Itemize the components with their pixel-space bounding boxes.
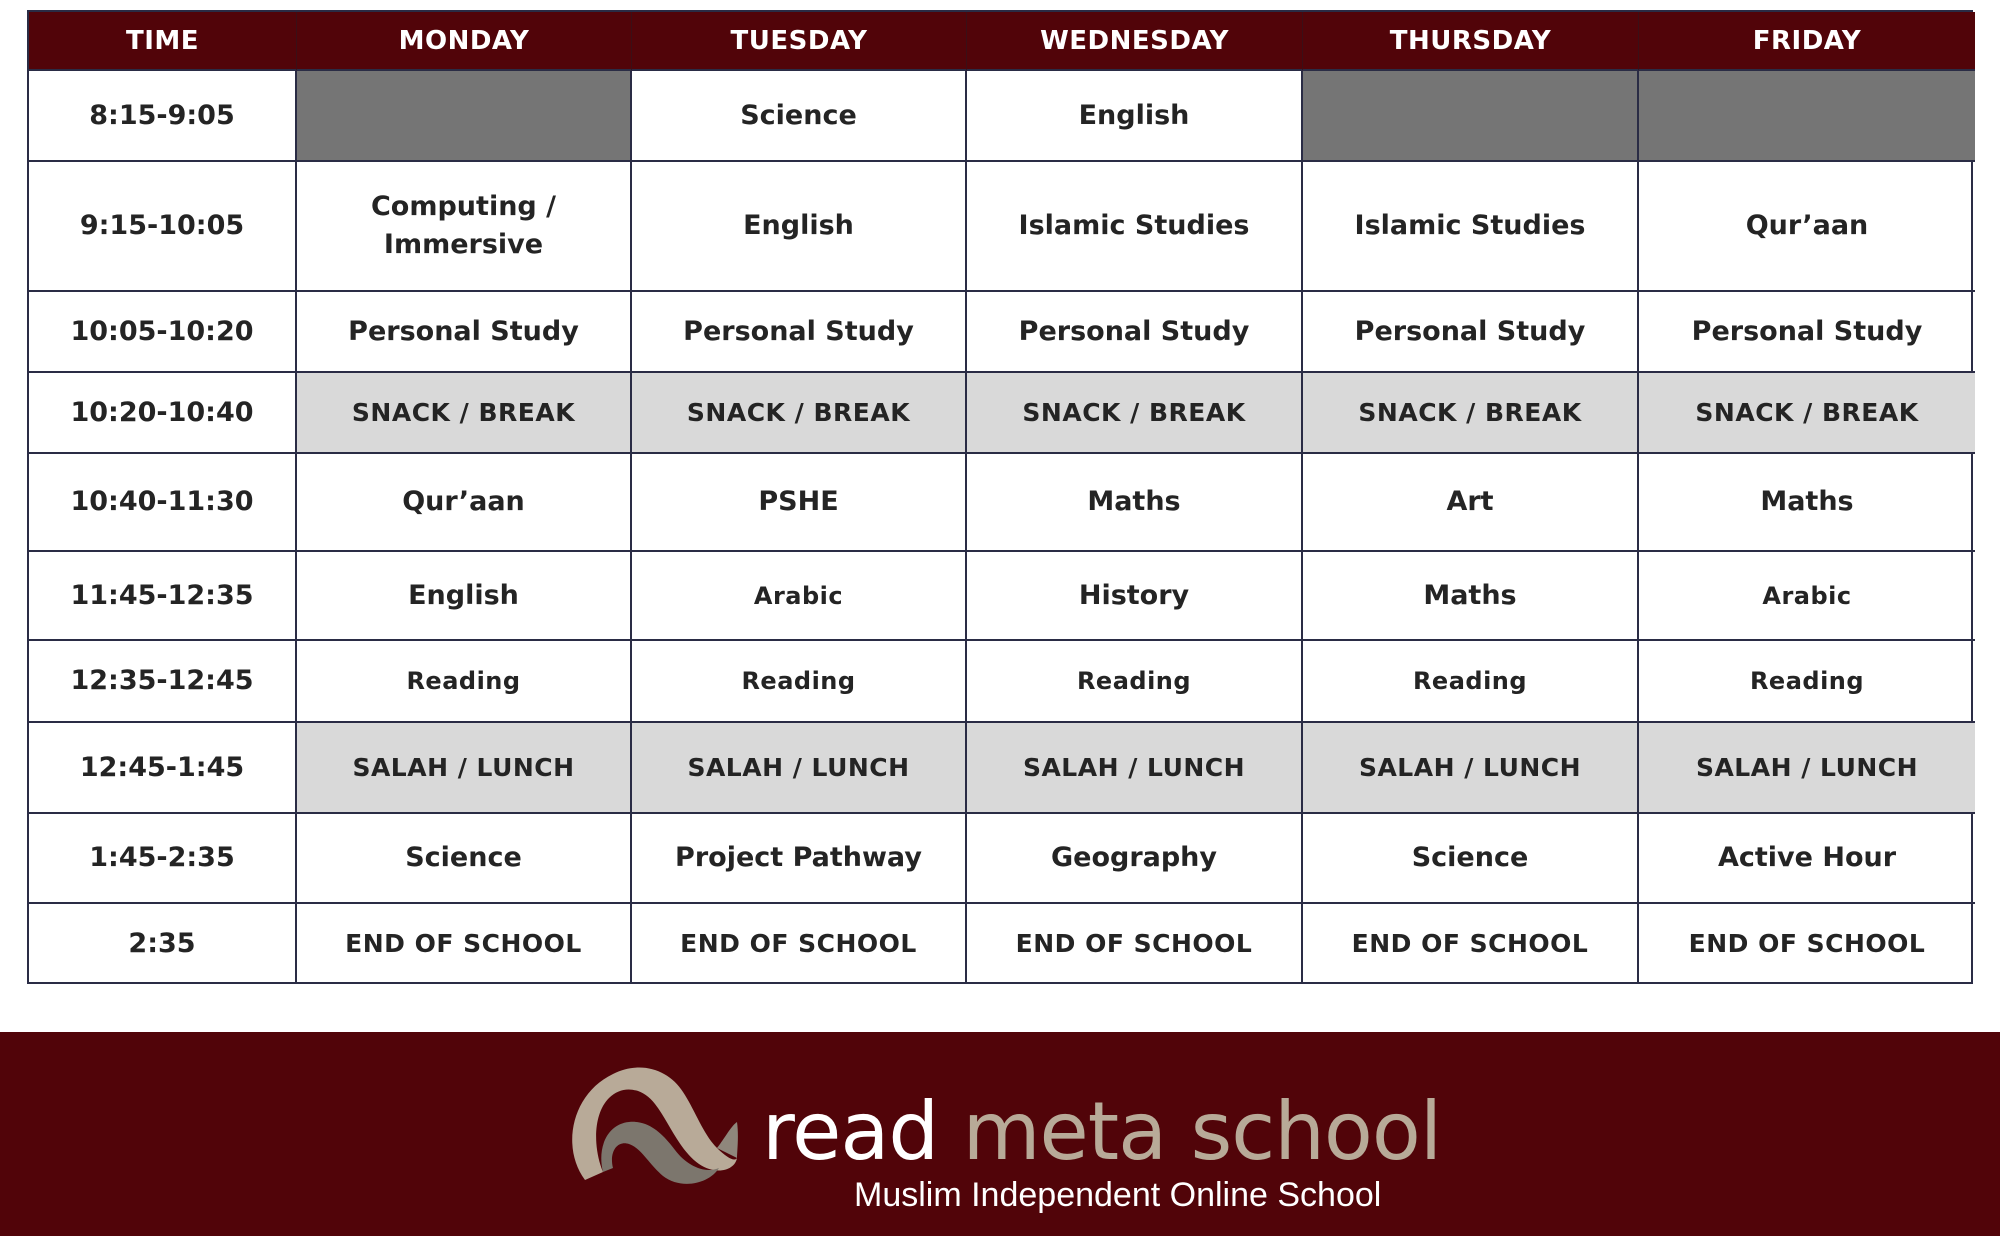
header-tuesday: TUESDAY [632, 12, 967, 71]
lesson-cell: Project Pathway [632, 814, 967, 904]
lesson-cell: Arabic [1639, 552, 1975, 641]
empty-slot [1639, 71, 1975, 162]
time-slot: 2:35 [29, 904, 297, 984]
lesson-cell: Maths [1639, 454, 1975, 552]
lesson-cell: Reading [1303, 641, 1639, 723]
empty-slot [1303, 71, 1639, 162]
lunch-cell: SALAH / LUNCH [632, 723, 967, 814]
lesson-cell: Active Hour [1639, 814, 1975, 904]
end-of-school-cell: END OF SCHOOL [967, 904, 1303, 984]
timetable [27, 10, 1973, 984]
brand-word-meta-school: meta school [962, 1085, 1442, 1178]
end-of-school-cell: END OF SCHOOL [1303, 904, 1639, 984]
lesson-cell: Islamic Studies [1303, 162, 1639, 292]
lesson-cell: Personal Study [967, 292, 1303, 373]
break-cell: SNACK / BREAK [1303, 373, 1639, 454]
lesson-cell: Science [297, 814, 632, 904]
lesson-cell: Personal Study [1639, 292, 1975, 373]
time-slot: 9:15-10:05 [29, 162, 297, 292]
lesson-cell: Art [1303, 454, 1639, 552]
break-cell: SNACK / BREAK [967, 373, 1303, 454]
header-friday: FRIDAY [1639, 12, 1975, 71]
lesson-cell: Science [632, 71, 967, 162]
lesson-cell: Personal Study [632, 292, 967, 373]
lesson-cell: Personal Study [1303, 292, 1639, 373]
lesson-cell: Qur’aan [1639, 162, 1975, 292]
time-slot: 10:20-10:40 [29, 373, 297, 454]
header-wednesday: WEDNESDAY [967, 12, 1303, 71]
break-cell: SNACK / BREAK [297, 373, 632, 454]
lesson-cell: Islamic Studies [967, 162, 1303, 292]
time-slot: 8:15-9:05 [29, 71, 297, 162]
lesson-cell: Geography [967, 814, 1303, 904]
lesson-cell: Personal Study [297, 292, 632, 373]
time-slot: 10:05-10:20 [29, 292, 297, 373]
time-slot: 1:45-2:35 [29, 814, 297, 904]
lesson-cell: Reading [967, 641, 1303, 723]
lesson-cell: History [967, 552, 1303, 641]
lesson-cell: Maths [1303, 552, 1639, 641]
lesson-cell: PSHE [632, 454, 967, 552]
break-cell: SNACK / BREAK [632, 373, 967, 454]
lunch-cell: SALAH / LUNCH [967, 723, 1303, 814]
lesson-cell: Arabic [632, 552, 967, 641]
infinity-swirl-icon [567, 1052, 739, 1194]
lesson-cell: Reading [297, 641, 632, 723]
time-slot: 12:35-12:45 [29, 641, 297, 723]
lesson-cell: Maths [967, 454, 1303, 552]
header-time: TIME [29, 12, 297, 71]
empty-slot [297, 71, 632, 162]
lunch-cell: SALAH / LUNCH [1303, 723, 1639, 814]
lesson-cell: Reading [1639, 641, 1975, 723]
lesson-cell: Computing / Immersive [297, 162, 632, 292]
lunch-cell: SALAH / LUNCH [1639, 723, 1975, 814]
lesson-cell: English [632, 162, 967, 292]
lunch-cell: SALAH / LUNCH [297, 723, 632, 814]
header-monday: MONDAY [297, 12, 632, 71]
footer-banner [0, 1032, 2000, 1236]
lesson-cell: English [297, 552, 632, 641]
tagline: Muslim Independent Online School [854, 1176, 1382, 1214]
brand-wordmark [762, 1084, 1441, 1180]
lesson-cell: English [967, 71, 1303, 162]
lesson-cell: Science [1303, 814, 1639, 904]
time-slot: 10:40-11:30 [29, 454, 297, 552]
end-of-school-cell: END OF SCHOOL [632, 904, 967, 984]
end-of-school-cell: END OF SCHOOL [297, 904, 632, 984]
lesson-cell: Reading [632, 641, 967, 723]
break-cell: SNACK / BREAK [1639, 373, 1975, 454]
header-thursday: THURSDAY [1303, 12, 1639, 71]
lesson-cell: Qur’aan [297, 454, 632, 552]
time-slot: 12:45-1:45 [29, 723, 297, 814]
brand-word-read: read [762, 1085, 939, 1178]
end-of-school-cell: END OF SCHOOL [1688, 929, 1926, 958]
time-slot: 11:45-12:35 [29, 552, 297, 641]
